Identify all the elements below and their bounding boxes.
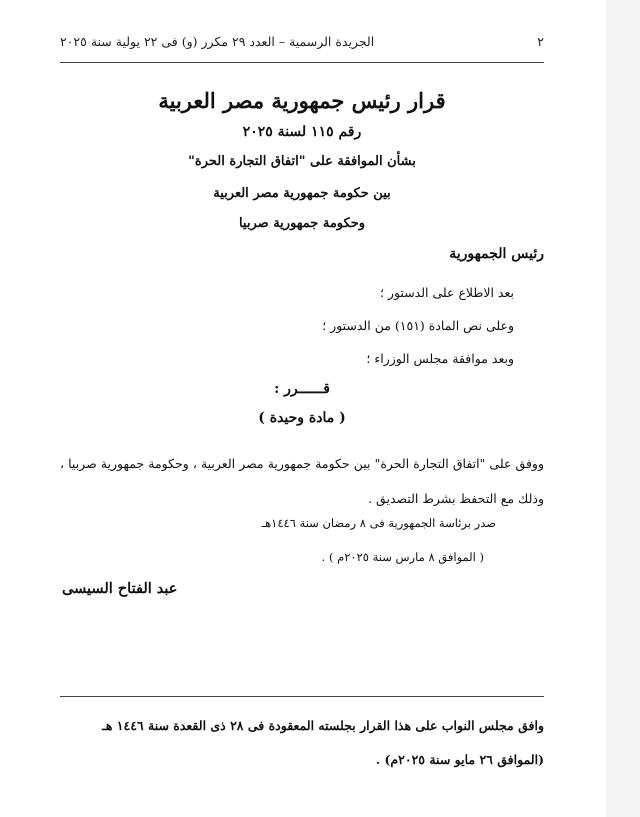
preamble-line-2: وعلى نص المادة (١٥١) من الدستور ؛ [322, 318, 514, 333]
article-heading: ( مادة وحيدة ) [258, 410, 346, 426]
issued-date: صدر برئاسة الجمهورية فى ٨ رمضان سنة ١٤٤٦هـ [261, 516, 496, 530]
decision-body: ووفق على "اتفاق التجارة الحرة" بين حكومة جمهورية مصر العربية ، وحكومة جمهورية صربيا ، وذلك مع التحفظ بشرط التصديق . [60, 456, 544, 506]
preamble-line-1: بعد الاطلاع على الدستور ؛ [379, 285, 514, 300]
decree-subject-line-3: وحكومة جمهورية صربيا [238, 216, 366, 231]
page-number: ٢ [537, 34, 544, 49]
header-divider [60, 62, 544, 63]
viewer-gutter [606, 0, 640, 817]
decree-subject-line-1: بشأن الموافقة على "اتفاق التجارة الحرة" [188, 154, 416, 169]
gazette-issue-line: الجريدة الرسمية – العدد ٢٩ مكرر (و) فى ٢٢ يولية سنة ٢٠٢٥ [60, 34, 375, 49]
decree-number: رقم ١١٥ لسنة ٢٠٢٥ [242, 124, 362, 140]
corresponding-date: ( الموافق ٨ مارس سنة ٢٠٢٥م ) . [321, 550, 484, 564]
preamble-line-3: وبعد موافقة مجلس الوزراء ؛ [366, 351, 514, 366]
decided-label: قــــــرر : [274, 381, 330, 397]
footnote-line-1: وافق مجلس النواب على هذا القرار بجلسته المعقودة فى ٢٨ ذى القعدة سنة ١٤٤٦ هـ [102, 718, 544, 733]
footnote-line-2: (الموافق ٢٦ مايو سنة ٢٠٢٥م) . [375, 752, 544, 767]
decree-title: قرار رئيس جمهورية مصر العربية [158, 88, 446, 113]
president-signature: عبد الفتاح السيسى [62, 580, 178, 597]
running-header [60, 34, 544, 49]
footnote-divider [60, 696, 544, 697]
decree-subject-line-2: بين حكومة جمهورية مصر العربية [213, 186, 391, 201]
preamble-heading: رئيس الجمهورية [449, 246, 544, 262]
